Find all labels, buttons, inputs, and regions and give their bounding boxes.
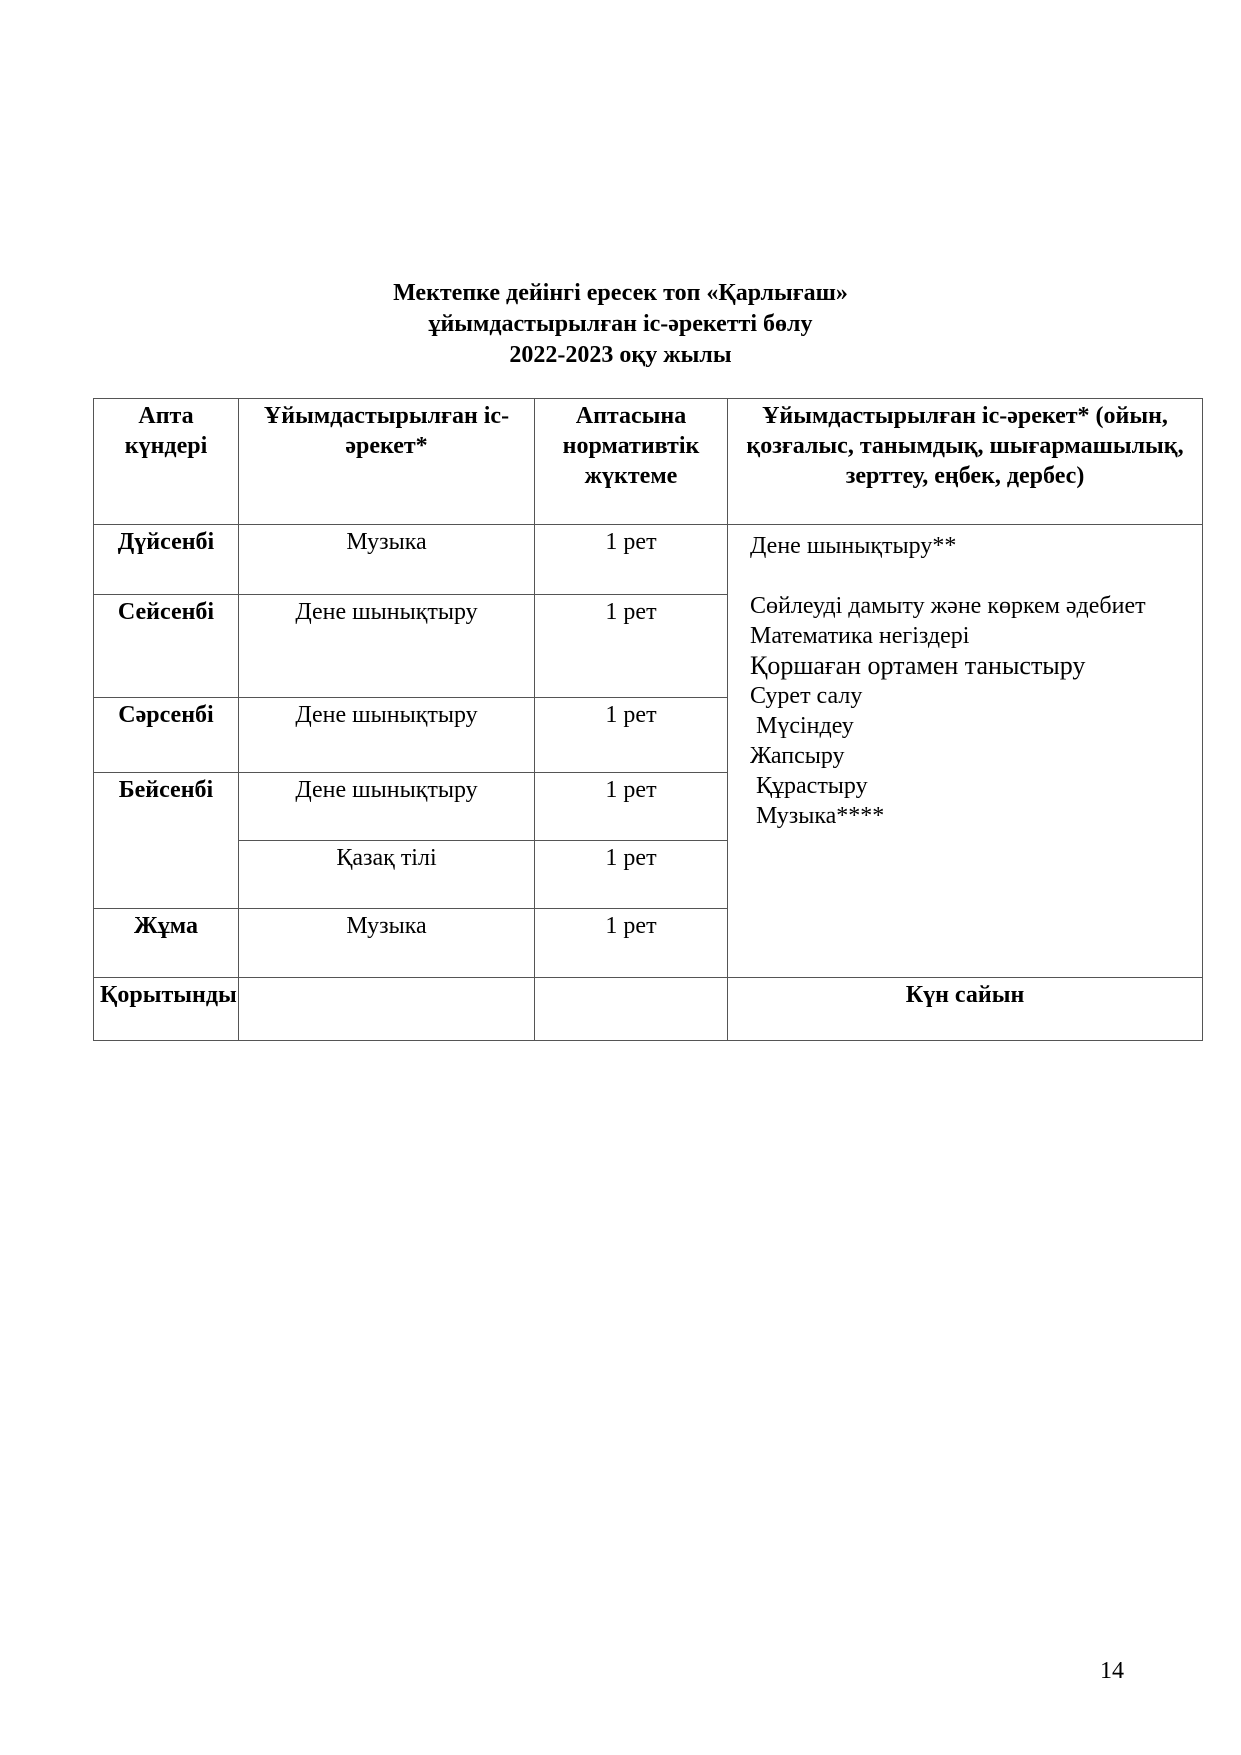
header-day: Апта күндері [94, 399, 239, 525]
daily-activity-item: Қоршаған ортамен таныстыру [750, 651, 1086, 680]
activity-cell: Музыка [239, 525, 535, 595]
activity-cell: Қазақ тілі [239, 841, 535, 909]
title-line-3: 2022-2023 оқу жылы [509, 342, 732, 368]
header-activity-types: Ұйымдастырылған іс-әрекет* (ойын, қозғалыс, танымдық, шығармашылық, зерттеу, еңбек, дербес) [728, 399, 1203, 525]
activity-cell: Дене шынықтыру [239, 698, 535, 773]
header-row [94, 399, 1203, 525]
total-note: Күн сайын [728, 978, 1203, 1041]
total-load-cell [535, 978, 728, 1041]
load-cell: 1 рет [535, 841, 728, 909]
load-cell: 1 рет [535, 909, 728, 978]
daily-activity-item: Мүсіндеу [756, 713, 854, 739]
day-cell: Дүйсенбі [94, 525, 239, 595]
document-title [0, 278, 1241, 371]
load-cell: 1 рет [535, 773, 728, 841]
daily-activity-item: Математика негіздері [750, 623, 970, 649]
total-label: Қорытынды [94, 978, 239, 1041]
page-number: 14 [1100, 1658, 1124, 1684]
header-activity: Ұйымдастырылған іс-әрекет* [239, 399, 535, 525]
day-cell: Сейсенбі [94, 595, 239, 698]
day-cell: Жұма [94, 909, 239, 978]
title-line-1: Мектепке дейінгі ересек топ «Қарлығаш» [393, 280, 848, 306]
activity-cell: Дене шынықтыру [239, 595, 535, 698]
daily-activity-item: Жапсыру [750, 743, 845, 769]
schedule-table [93, 398, 1203, 1041]
load-cell: 1 рет [535, 698, 728, 773]
total-row [94, 978, 1203, 1041]
daily-activities-cell [728, 525, 1203, 978]
day-cell: Сәрсенбі [94, 698, 239, 773]
daily-activity-item: Сурет салу [750, 683, 863, 709]
header-load: Аптасына нормативтік жүктеме [535, 399, 728, 525]
daily-activity-item: Музыка**** [756, 803, 885, 829]
daily-activity-item: Дене шынықтыру** [750, 533, 957, 559]
day-cell: Бейсенбі [94, 773, 239, 909]
table-row [94, 525, 1203, 595]
daily-activity-item: Сөйлеуді дамыту және көркем әдебиет [750, 593, 1146, 619]
load-cell: 1 рет [535, 595, 728, 698]
title-line-2: ұйымдастырылған іс-әрекетті бөлу [428, 311, 813, 337]
activity-cell: Музыка [239, 909, 535, 978]
activity-cell: Дене шынықтыру [239, 773, 535, 841]
total-activity-cell [239, 978, 535, 1041]
daily-activity-item: Құрастыру [756, 773, 868, 799]
load-cell: 1 рет [535, 525, 728, 595]
